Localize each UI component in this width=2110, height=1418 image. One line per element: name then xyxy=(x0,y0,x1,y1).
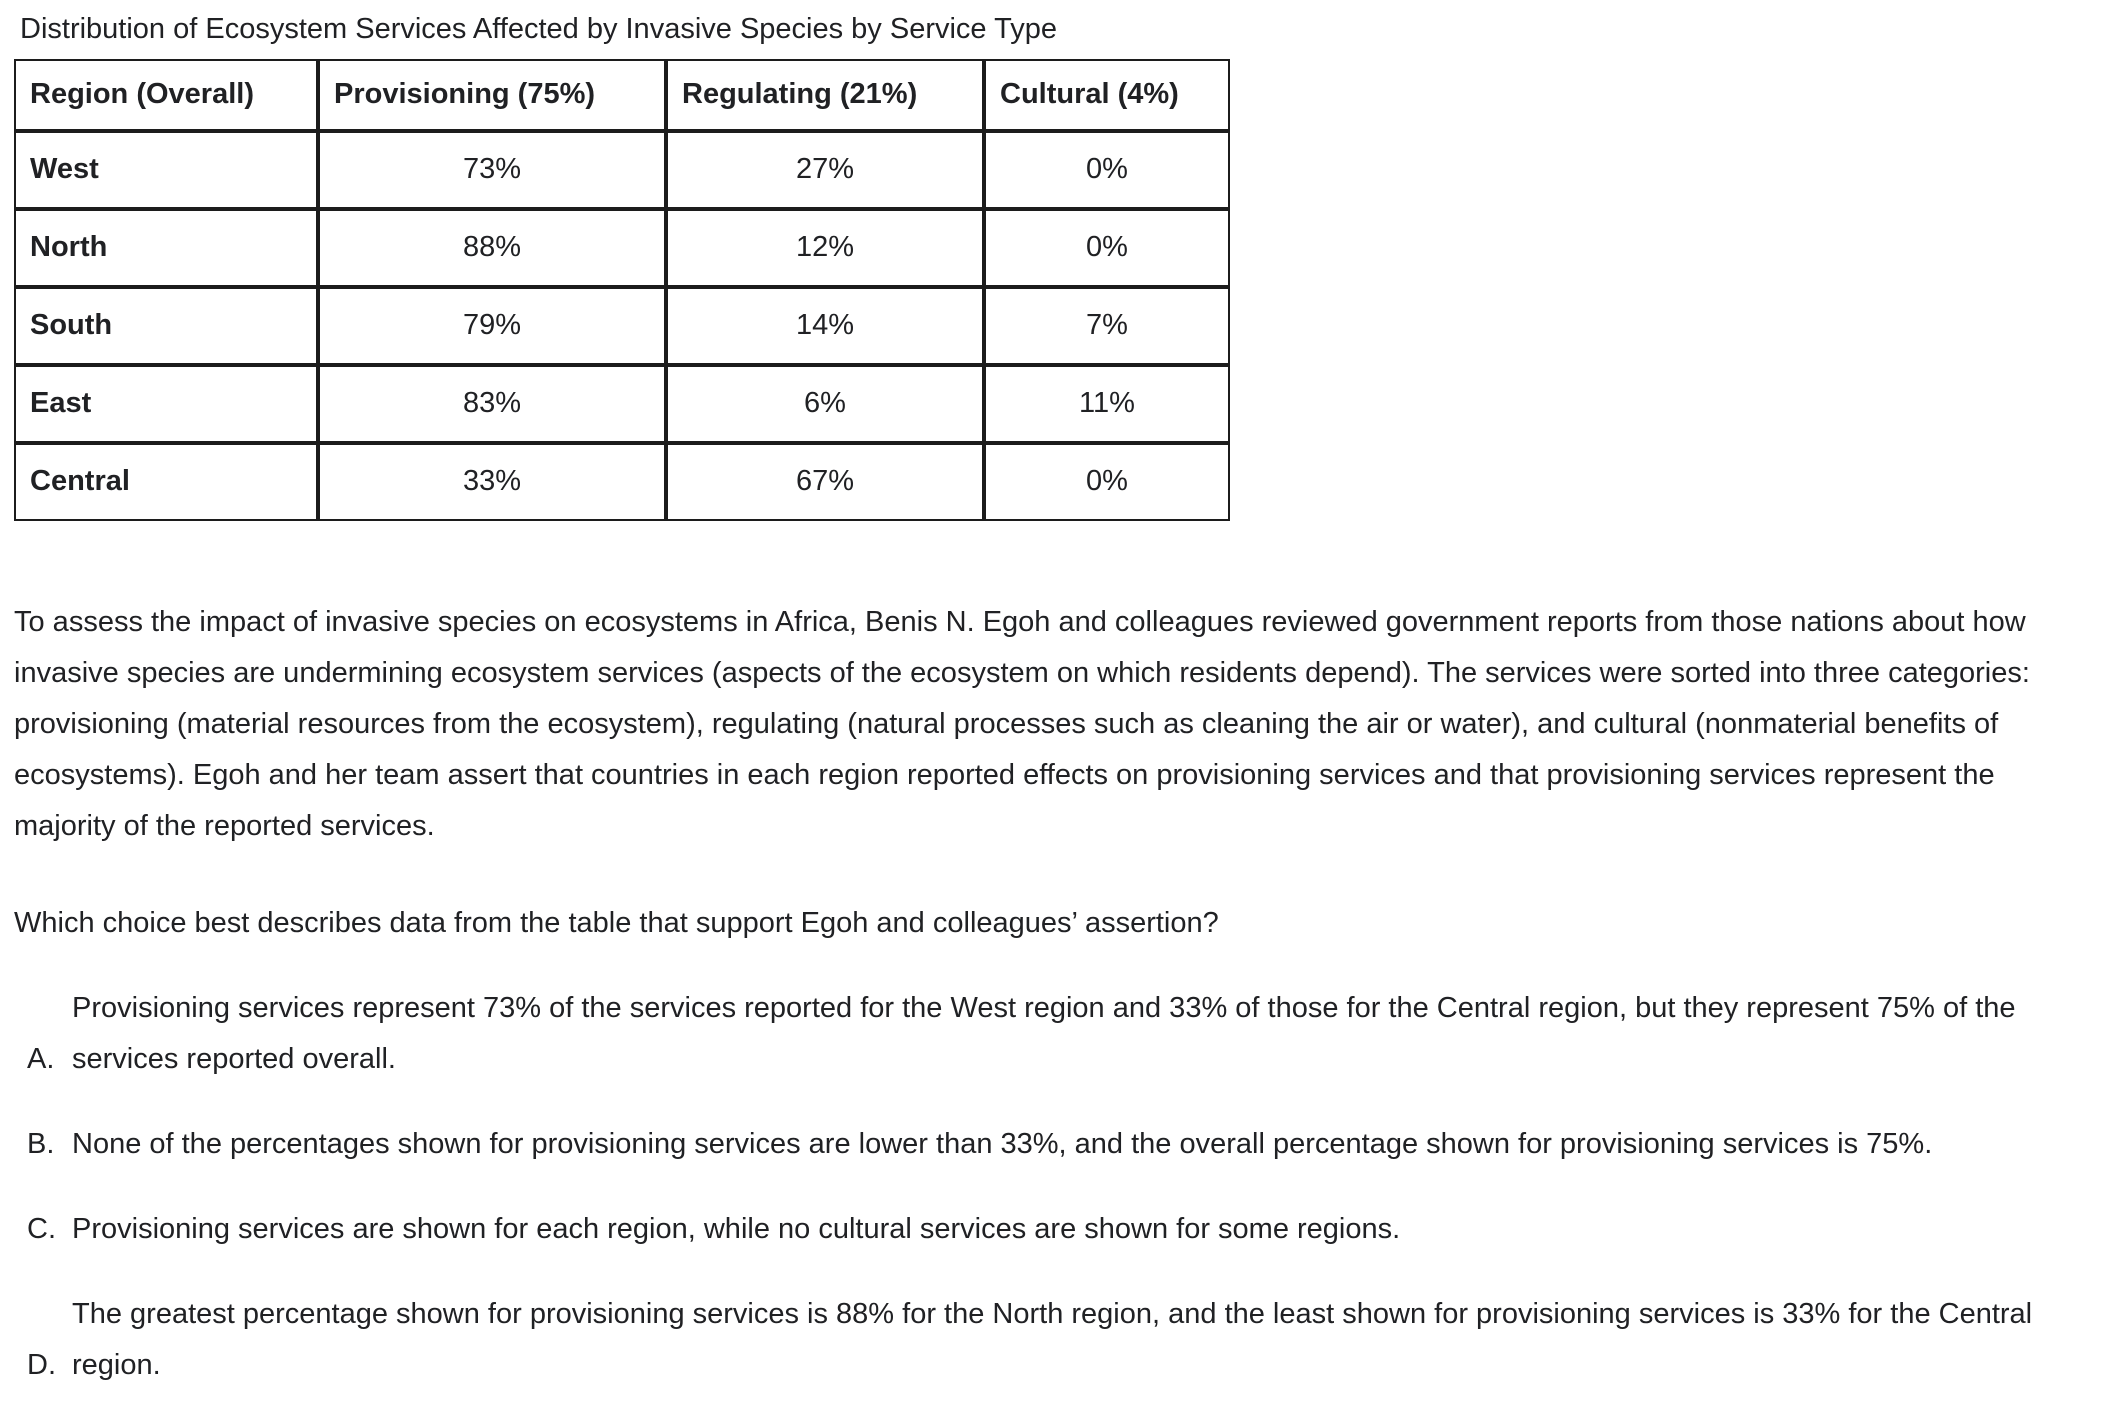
cell-south-regulating: 14% xyxy=(666,287,984,365)
col-header-cultural: Cultural (4%) xyxy=(984,59,1230,131)
table-header-row xyxy=(14,59,1230,131)
row-label-south: South xyxy=(14,287,318,365)
choice-b-letter: B. xyxy=(27,1128,55,1161)
passage-text: To assess the impact of invasive species on ecosystems in Africa, Benis N. Egoh and colleagues reviewed government reports from those nations about how invasive species are undermining ecosystem services (aspects of the ecosystem on which residents depend). The services were sorted into three categories: provisioning (material resources from the ecosystem), regulating (natural processes such as cleaning the air or water), and cultural (nonmaterial benefits of ecosystems). Egoh and her team assert that countries in each region reported effects on provisioning services and that provisioning services represent the majority of the reported services. xyxy=(14,605,2030,842)
ecosystem-services-table xyxy=(14,59,1230,521)
cell-north-cultural: 0% xyxy=(984,209,1230,287)
cell-west-cultural: 0% xyxy=(984,131,1230,209)
cell-south-provisioning: 79% xyxy=(318,287,666,365)
col-header-regulating: Regulating (21%) xyxy=(666,59,984,131)
choice-a-text: Provisioning services represent 73% of the services reported for the West region and 33% of those for the Central region, but they represent 75% of the services reported overall. xyxy=(72,991,2016,1076)
cell-central-cultural: 0% xyxy=(984,443,1230,521)
row-label-west: West xyxy=(14,131,318,209)
choice-d-text: The greatest percentage shown for provisioning services is 88% for the North region, and the least shown for provisioning services is 33% for the Central region. xyxy=(72,1298,2033,1382)
col-header-provisioning: Provisioning (75%) xyxy=(318,59,666,131)
choice-a[interactable] xyxy=(27,983,2096,1085)
row-label-central: Central xyxy=(14,443,318,521)
cell-east-cultural: 11% xyxy=(984,365,1230,443)
table-row xyxy=(14,443,1230,521)
cell-east-provisioning: 83% xyxy=(318,365,666,443)
cell-south-cultural: 7% xyxy=(984,287,1230,365)
row-label-north: North xyxy=(14,209,318,287)
table-row xyxy=(14,209,1230,287)
cell-west-provisioning: 73% xyxy=(318,131,666,209)
choice-a-letter: A. xyxy=(27,1043,55,1076)
choice-c[interactable] xyxy=(27,1204,2096,1255)
choice-b-text: None of the percentages shown for provisioning services are lower than 33%, and the overall percentage shown for provisioning services is 75%. xyxy=(72,1128,1933,1161)
cell-central-regulating: 67% xyxy=(666,443,984,521)
table-title: Distribution of Ecosystem Services Affected by Invasive Species by Service Type xyxy=(20,13,1057,45)
cell-north-provisioning: 88% xyxy=(318,209,666,287)
choice-b[interactable] xyxy=(27,1119,2096,1170)
cell-north-regulating: 12% xyxy=(666,209,984,287)
cell-east-regulating: 6% xyxy=(666,365,984,443)
cell-central-provisioning: 33% xyxy=(318,443,666,521)
question-text: Which choice best describes data from the table that support Egoh and colleagues’ assertion? xyxy=(14,906,1219,939)
choice-c-text: Provisioning services are shown for each region, while no cultural services are shown for some regions. xyxy=(72,1213,1401,1246)
choice-c-letter: C. xyxy=(27,1213,56,1246)
choice-d-letter: D. xyxy=(27,1349,56,1382)
choice-d[interactable] xyxy=(27,1289,2096,1391)
answer-choices xyxy=(27,983,2096,1391)
col-header-region: Region (Overall) xyxy=(14,59,318,131)
table-row xyxy=(14,365,1230,443)
table-row xyxy=(14,287,1230,365)
row-label-east: East xyxy=(14,365,318,443)
table-row xyxy=(14,131,1230,209)
cell-west-regulating: 27% xyxy=(666,131,984,209)
